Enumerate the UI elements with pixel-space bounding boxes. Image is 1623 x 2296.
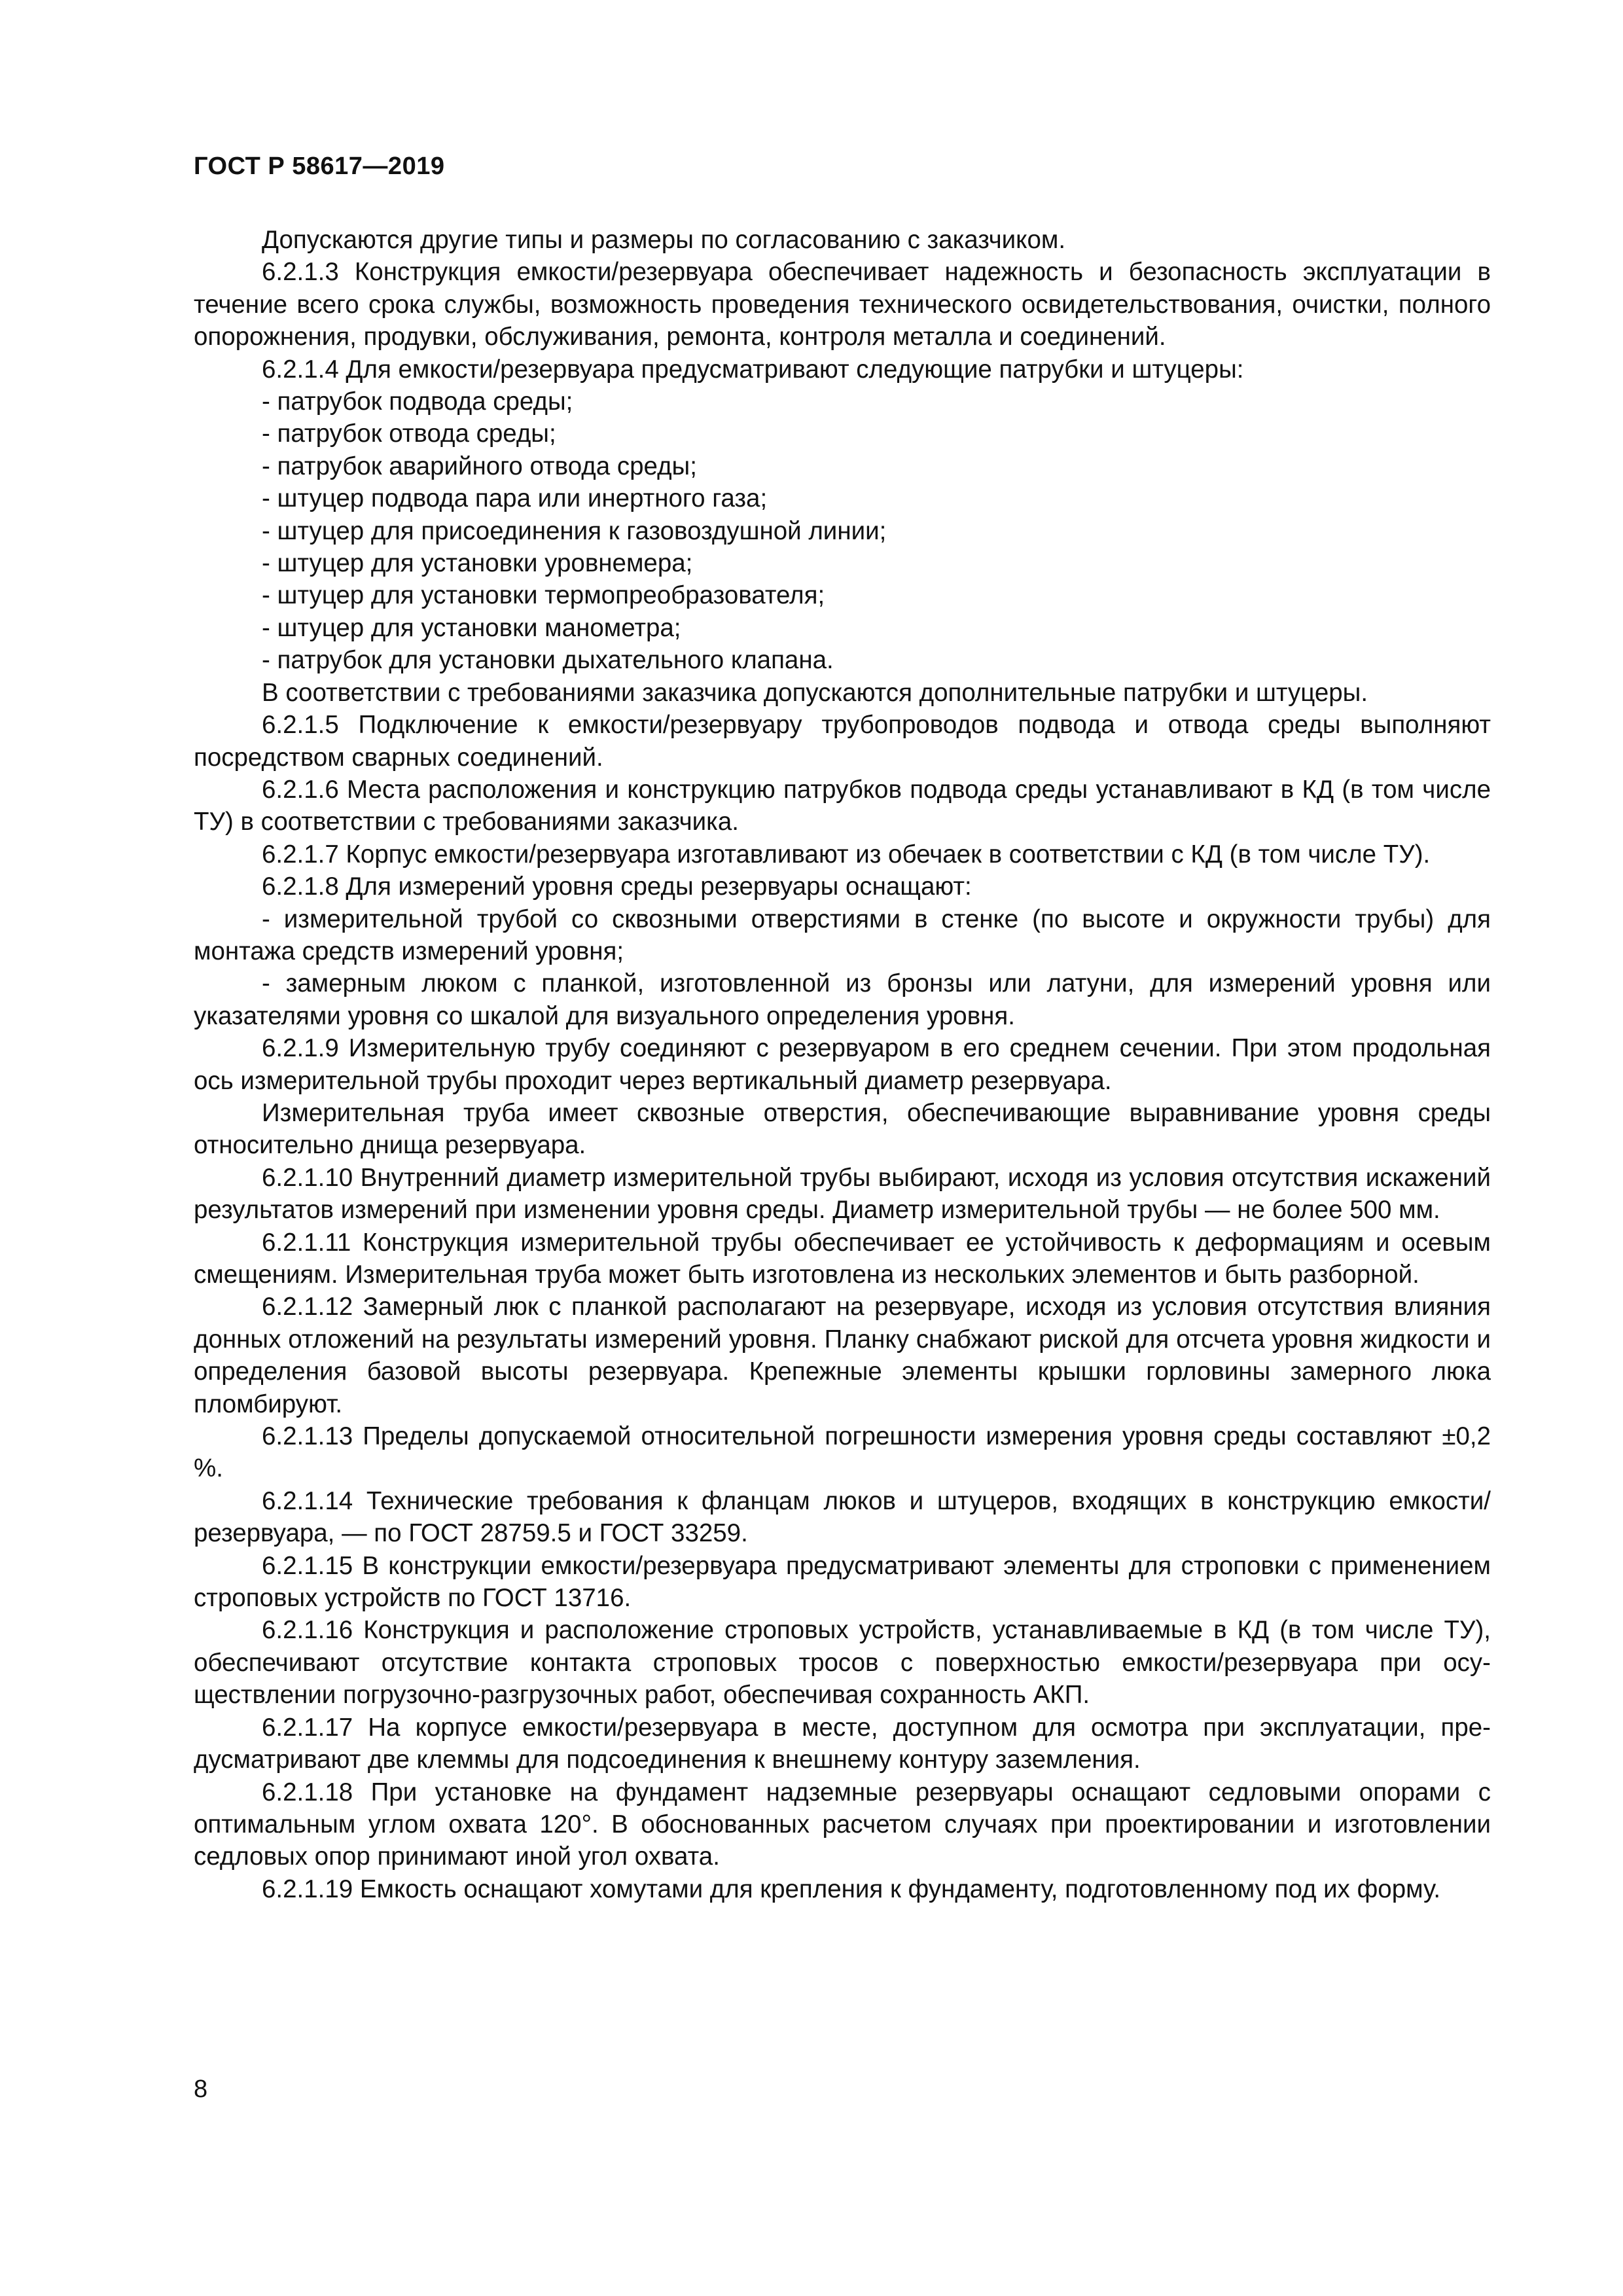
list-item: - штуцер для установки уровнемера; — [262, 549, 693, 578]
paragraph: 6.2.1.18 При установке на фундамент надземные резервуары оснащают седловыми опорами с оптимальным углом охвата 120°. В обоснованных расчетом случаях при проектировании и изготовлении седловых опор принимают иной угол охвата. — [194, 1778, 1491, 1871]
paragraph: 6.2.1.10 Внутренний диаметр измерительной трубы выбирают, исходя из условия отсутствия искажений результатов измерений при изменении уровня среды. Диаметр измерительной трубы — не более 500 мм. — [194, 1163, 1491, 1225]
paragraph: 6.2.1.5 Подключение к емкости/резервуару трубопроводов подвода и отвода среды выполняют посредством сварных соединений. — [194, 711, 1491, 772]
list-item: - патрубок для установки дыхательного клапана. — [262, 646, 834, 675]
list-item: - патрубок аварийного отвода среды; — [262, 452, 697, 480]
paragraph: 6.2.1.16 Конструкция и расположение строповых устройств, устанавливаемые в КД (в том числе ТУ), обеспечивают отсутствие контакта строповых тросов с поверхностью емкости/резервуара при осуществлении погрузочно-разгрузочных работ, обеспечивая сохранность АКП. — [194, 1616, 1491, 1710]
paragraph: 6.2.1.3 Конструкция емкости/резервуара обеспечивает надежность и безопасность эксплуатации в течение всего срока службы, возможность проведения технического освидетельствования, очистки, полного опорожнения, продувки, обслуживания, ремонта, контроля металла и соединений. — [194, 258, 1491, 351]
paragraph: 6.2.1.8 Для измерений уровня среды резервуары оснащают: — [262, 872, 972, 901]
paragraph: 6.2.1.13 Пределы допускаемой относительной погрешности измерения уровня среды составляют ±0,2 %. — [194, 1422, 1491, 1483]
paragraph: 6.2.1.7 Корпус емкости/резервуара изготавливают из обечаек в соответствии с КД (в том числе ТУ). — [262, 840, 1431, 869]
list-item: - патрубок подвода среды; — [262, 387, 573, 416]
paragraph: 6.2.1.6 Места расположения и конструкцию патрубков подвода среды устанавливают в КД (в том числе ТУ) в соответствии с требованиями заказчика. — [194, 775, 1491, 836]
paragraph: 6.2.1.9 Измерительную трубу соединяют с резервуаром в его среднем сечении. При этом продольная ось измерительной трубы проходит через вертикальный диаметр резервуара. — [194, 1034, 1491, 1095]
list-item: - штуцер для установки термопреобразователя; — [262, 581, 825, 610]
paragraph: В соответствии с требованиями заказчика допускаются дополнительные патрубки и штуцеры. — [262, 678, 1368, 707]
paragraph: 6.2.1.15 В конструкции емкости/резервуара предусматривают элементы для строповки с применением строповых устройств по ГОСТ 13716. — [194, 1551, 1491, 1613]
paragraph: Допускаются другие типы и размеры по согласованию с заказчиком. — [262, 226, 1066, 254]
document-header-code: ГОСТ Р 58617—2019 — [194, 152, 445, 180]
list-item: - штуцер для установки манометра; — [262, 613, 681, 642]
paragraph: Измерительная труба имеет сквозные отверстия, обеспечивающие выравнивание уровня среды относительно днища резервуара. — [194, 1098, 1491, 1160]
page-number: 8 — [194, 2075, 208, 2103]
list-item: - замерным люком с планкой, изготовленной из бронзы или латуни, для измерений уровня или указателями уровня со шкалой для визуального определения уровня. — [194, 969, 1491, 1030]
list-item: - измерительной трубой со сквозными отверстиями в стенке (по высоте и окружности трубы) для монтажа средств измерений уровня; — [194, 905, 1491, 965]
paragraph: 6.2.1.14 Технические требования к фланцам люков и штуцеров, входящих в конструкцию емкости/ резервуара, — по ГОСТ 28759.5 и ГОСТ 33259. — [194, 1486, 1491, 1548]
list-item: - патрубок отвода среды; — [262, 420, 556, 448]
paragraph: 6.2.1.12 Замерный люк с планкой располагают на резервуаре, исходя из условия отсутствия влияния донных отложений на результаты измерений уровня. Планку снабжают риской для отсчета уровня жидкости и определения базовой высоты резервуара. Крепежные элементы крышки горловины замерного люка пломбируют. — [194, 1293, 1491, 1418]
paragraph: 6.2.1.19 Емкость оснащают хомутами для крепления к фундаменту, подготовленному под их форму. — [262, 1874, 1441, 1903]
list-item: - штуцер для присоединения к газовоздушной линии; — [262, 516, 887, 545]
paragraph: 6.2.1.17 На корпусе емкости/резервуара в месте, доступном для осмотра при эксплуатации, предусматривают две клеммы для подсоединения к внешнему контуру заземления. — [194, 1713, 1491, 1774]
document-body — [194, 224, 1491, 1905]
list-item: - штуцер подвода пара или инертного газа; — [262, 484, 768, 513]
paragraph: 6.2.1.4 Для емкости/резервуара предусматривают следующие патрубки и штуцеры: — [262, 355, 1244, 384]
paragraph: 6.2.1.11 Конструкция измерительной трубы обеспечивает ее устойчивость к деформациям и осевым смещениям. Измерительная труба может быть изготовлена из нескольких элементов и быть разборной. — [194, 1228, 1491, 1289]
